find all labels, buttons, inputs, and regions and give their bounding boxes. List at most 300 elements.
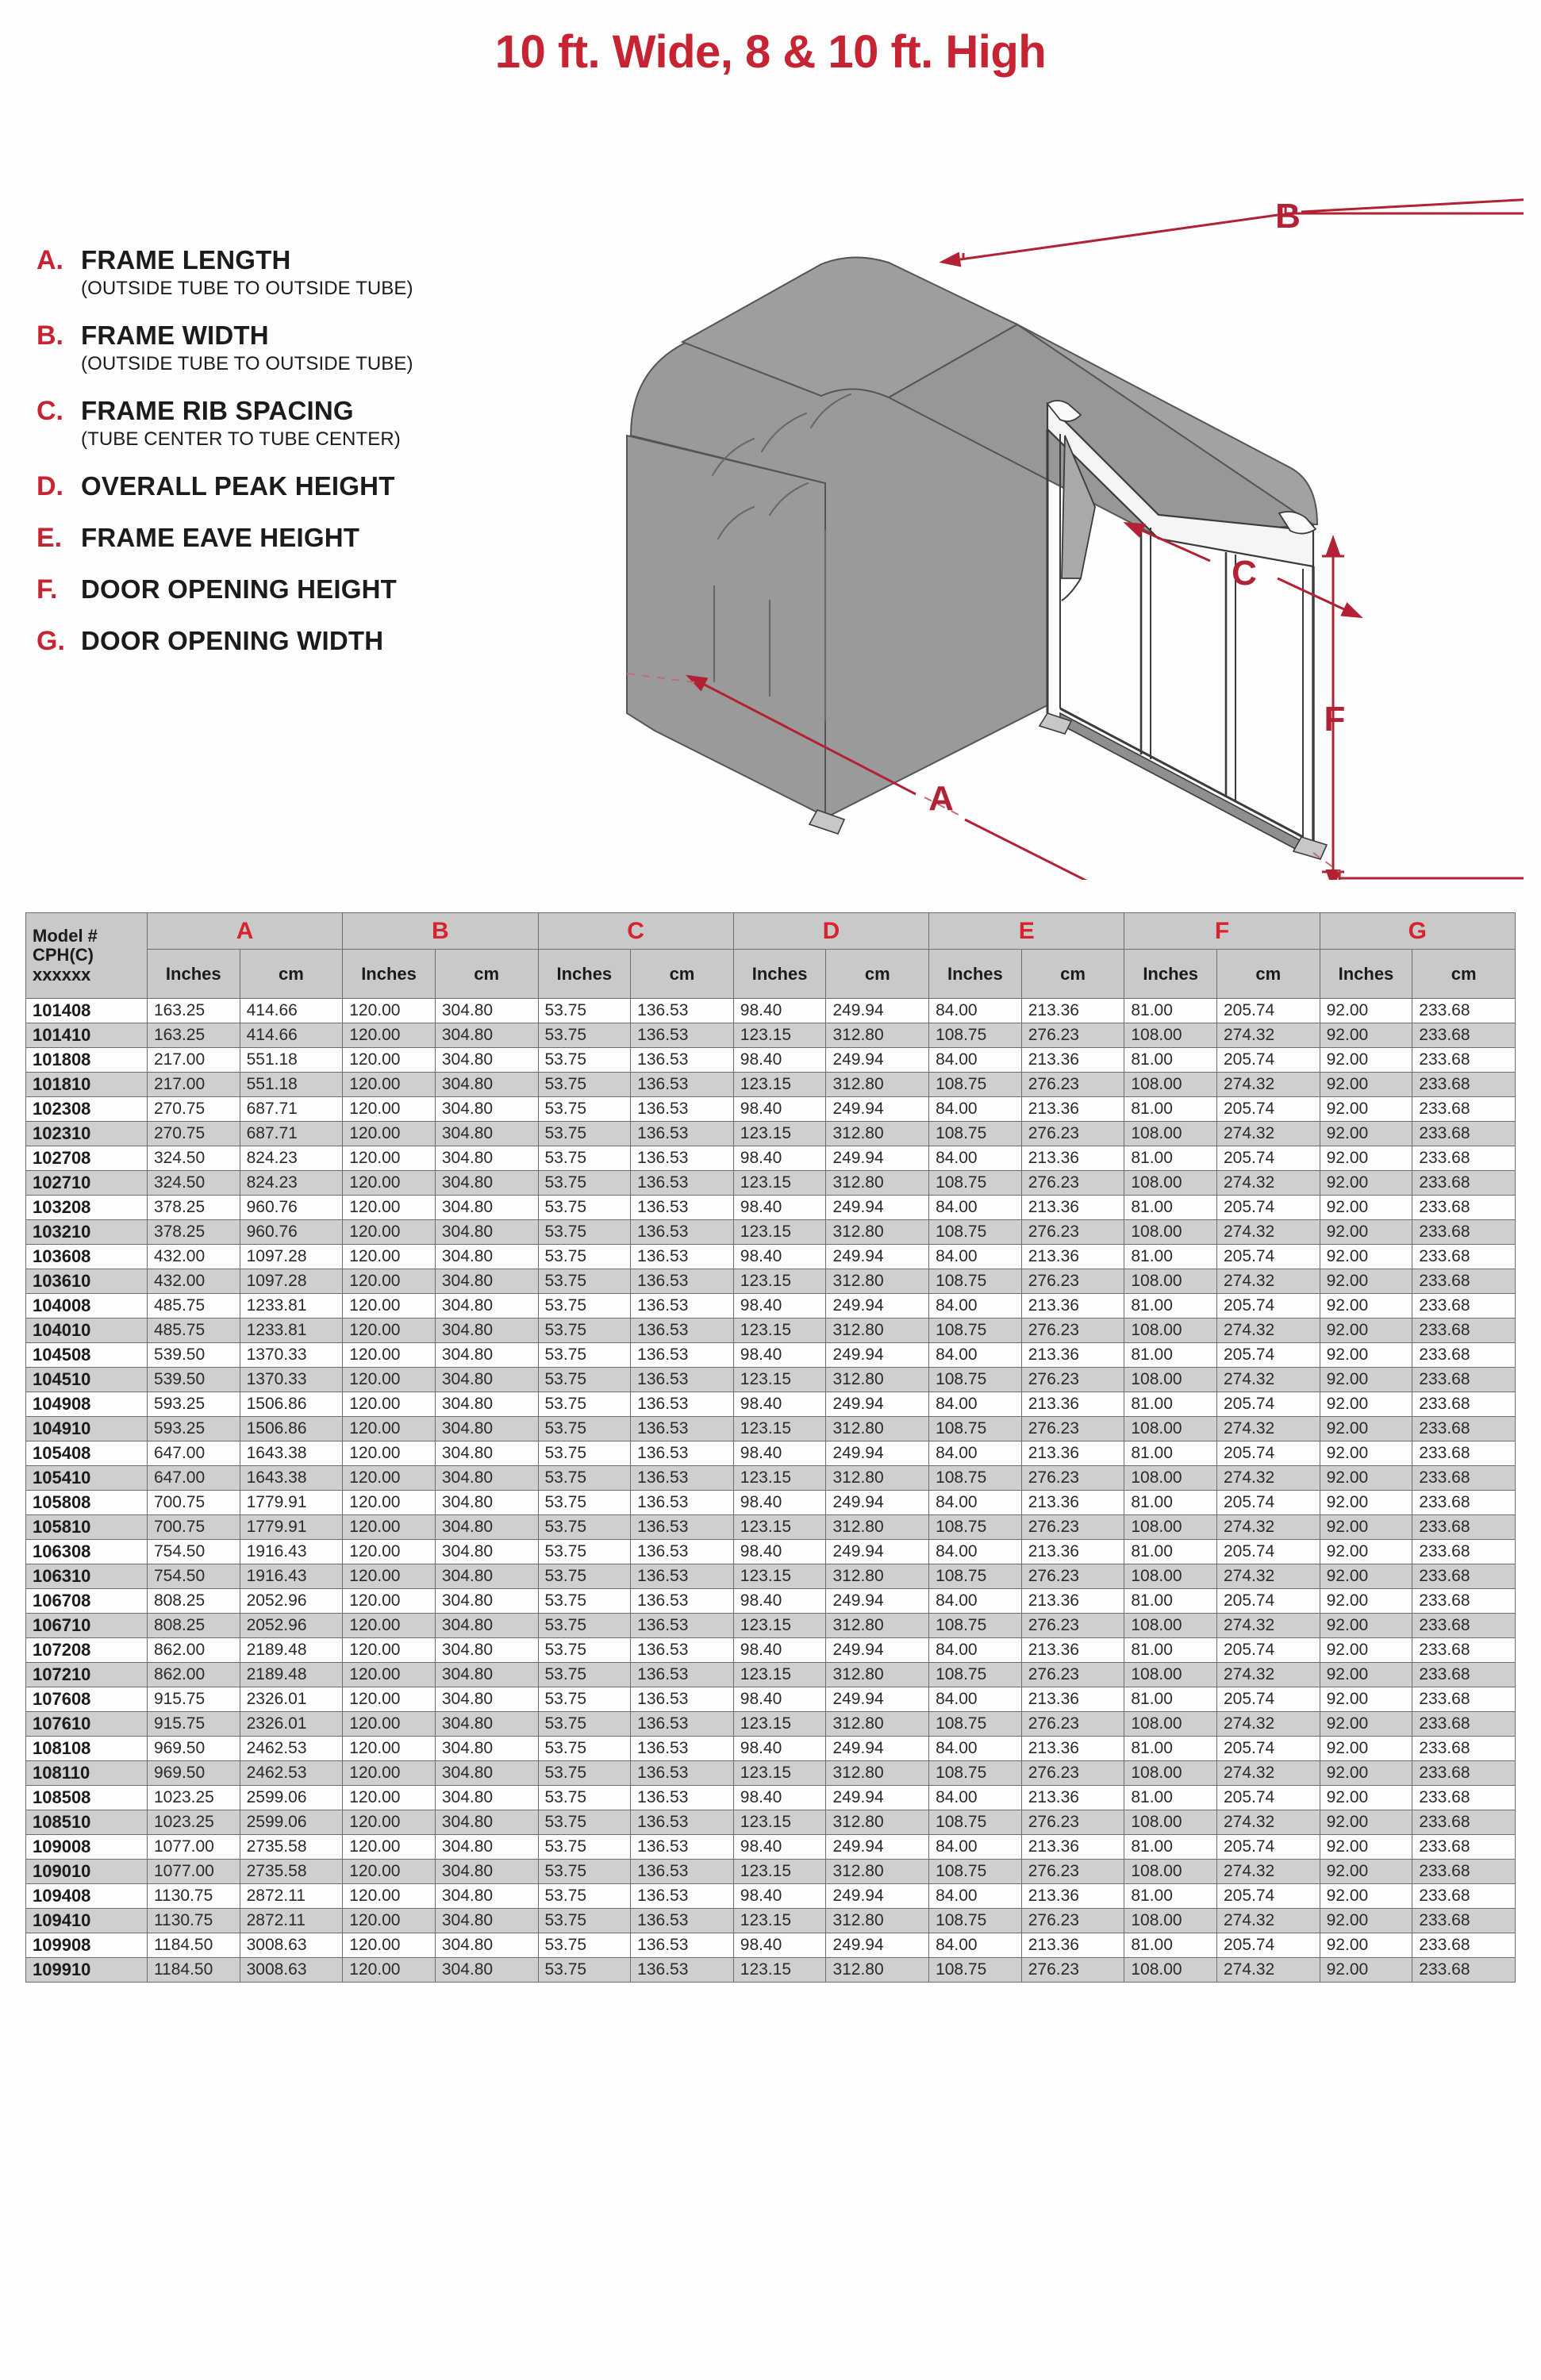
- measurement-cell: 123.15: [733, 1122, 826, 1146]
- measurement-cell: 120.00: [343, 1319, 436, 1343]
- table-row: [26, 1835, 1516, 1860]
- measurement-cell: 233.68: [1412, 1368, 1516, 1392]
- measurement-cell: 274.32: [1217, 1220, 1320, 1245]
- measurement-cell: 274.32: [1217, 1909, 1320, 1933]
- measurement-cell: 700.75: [147, 1491, 240, 1515]
- measurement-cell: 108.75: [929, 1122, 1022, 1146]
- measurement-cell: 84.00: [929, 1540, 1022, 1564]
- measurement-cell: 120.00: [343, 1958, 436, 1983]
- dimension-legend: [37, 245, 528, 678]
- measurement-cell: 98.40: [733, 1835, 826, 1860]
- model-number-cell: 101810: [26, 1073, 148, 1097]
- measurement-cell: 120.00: [343, 1220, 436, 1245]
- measurement-cell: 53.75: [538, 1884, 631, 1909]
- measurement-cell: 84.00: [929, 1589, 1022, 1614]
- model-number-cell: 102710: [26, 1171, 148, 1196]
- measurement-cell: 92.00: [1320, 1687, 1412, 1712]
- measurement-cell: 92.00: [1320, 1515, 1412, 1540]
- legend-label: DOOR OPENING WIDTH: [81, 626, 384, 655]
- measurement-cell: 136.53: [631, 1343, 734, 1368]
- measurement-cell: 414.66: [240, 999, 343, 1023]
- measurement-cell: 81.00: [1124, 1687, 1217, 1712]
- measurement-cell: 53.75: [538, 1343, 631, 1368]
- measurement-cell: 136.53: [631, 1441, 734, 1466]
- measurement-cell: 2872.11: [240, 1884, 343, 1909]
- measurement-cell: 136.53: [631, 1023, 734, 1048]
- measurement-cell: 136.53: [631, 1392, 734, 1417]
- measurement-cell: 136.53: [631, 1860, 734, 1884]
- table-row: [26, 1392, 1516, 1417]
- table-row: [26, 1023, 1516, 1048]
- measurement-cell: 213.36: [1021, 1294, 1124, 1319]
- measurement-cell: 270.75: [147, 1122, 240, 1146]
- table-row: [26, 999, 1516, 1023]
- measurement-cell: 92.00: [1320, 1097, 1412, 1122]
- measurement-cell: 108.00: [1124, 1761, 1217, 1786]
- model-number-cell: 102308: [26, 1097, 148, 1122]
- measurement-cell: 312.80: [826, 1122, 929, 1146]
- measurement-cell: 120.00: [343, 1196, 436, 1220]
- measurement-cell: 213.36: [1021, 1196, 1124, 1220]
- measurement-cell: 593.25: [147, 1417, 240, 1441]
- unit-header-d-cm: cm: [826, 950, 929, 999]
- measurement-cell: 98.40: [733, 1786, 826, 1810]
- measurement-cell: 53.75: [538, 1048, 631, 1073]
- measurement-cell: 98.40: [733, 1441, 826, 1466]
- measurement-cell: 276.23: [1021, 1958, 1124, 1983]
- measurement-cell: 98.40: [733, 1933, 826, 1958]
- measurement-cell: 233.68: [1412, 1663, 1516, 1687]
- measurement-cell: 84.00: [929, 1294, 1022, 1319]
- measurement-cell: 687.71: [240, 1122, 343, 1146]
- table-row: [26, 1368, 1516, 1392]
- legend-item-b: [37, 321, 528, 375]
- measurement-cell: 233.68: [1412, 1564, 1516, 1589]
- measurement-cell: 205.74: [1217, 1245, 1320, 1269]
- unit-header-b-cm: cm: [435, 950, 538, 999]
- measurement-cell: 304.80: [435, 1786, 538, 1810]
- specifications-table: [25, 912, 1516, 1983]
- model-number-cell: 103210: [26, 1220, 148, 1245]
- legend-label: FRAME RIB SPACING: [81, 396, 354, 425]
- group-header-f: F: [1124, 913, 1320, 950]
- measurement-cell: 98.40: [733, 1638, 826, 1663]
- measurement-cell: 136.53: [631, 1245, 734, 1269]
- model-number-cell: 101808: [26, 1048, 148, 1073]
- measurement-cell: 274.32: [1217, 1417, 1320, 1441]
- measurement-cell: 312.80: [826, 1171, 929, 1196]
- measurement-cell: 53.75: [538, 1933, 631, 1958]
- measurement-cell: 136.53: [631, 1712, 734, 1737]
- measurement-cell: 233.68: [1412, 1515, 1516, 1540]
- table-row: [26, 1097, 1516, 1122]
- measurement-cell: 217.00: [147, 1073, 240, 1097]
- measurement-cell: 108.00: [1124, 1171, 1217, 1196]
- measurement-cell: 84.00: [929, 1491, 1022, 1515]
- measurement-cell: 81.00: [1124, 1294, 1217, 1319]
- measurement-cell: 824.23: [240, 1146, 343, 1171]
- measurement-cell: 1077.00: [147, 1835, 240, 1860]
- measurement-cell: 2189.48: [240, 1638, 343, 1663]
- measurement-cell: 53.75: [538, 1540, 631, 1564]
- measurement-cell: 2599.06: [240, 1810, 343, 1835]
- measurement-cell: 1184.50: [147, 1933, 240, 1958]
- measurement-cell: 92.00: [1320, 1540, 1412, 1564]
- shelter-diagram: [492, 166, 1524, 880]
- legend-label: OVERALL PEAK HEIGHT: [81, 471, 395, 501]
- measurement-cell: 1097.28: [240, 1245, 343, 1269]
- table-row: [26, 1196, 1516, 1220]
- measurement-cell: 98.40: [733, 1540, 826, 1564]
- measurement-cell: 1643.38: [240, 1466, 343, 1491]
- measurement-cell: 120.00: [343, 1417, 436, 1441]
- measurement-cell: 108.00: [1124, 1269, 1217, 1294]
- measurement-cell: 378.25: [147, 1220, 240, 1245]
- measurement-cell: 123.15: [733, 1319, 826, 1343]
- measurement-cell: 2326.01: [240, 1687, 343, 1712]
- measurement-cell: 92.00: [1320, 1392, 1412, 1417]
- table-row: [26, 1294, 1516, 1319]
- measurement-cell: 84.00: [929, 1687, 1022, 1712]
- measurement-cell: 862.00: [147, 1663, 240, 1687]
- measurement-cell: 81.00: [1124, 1737, 1217, 1761]
- measurement-cell: 233.68: [1412, 1540, 1516, 1564]
- table-row: [26, 1146, 1516, 1171]
- measurement-cell: 485.75: [147, 1319, 240, 1343]
- table-row: [26, 1860, 1516, 1884]
- measurement-cell: 92.00: [1320, 1146, 1412, 1171]
- measurement-cell: 123.15: [733, 1023, 826, 1048]
- measurement-cell: 213.36: [1021, 1933, 1124, 1958]
- measurement-cell: 136.53: [631, 1958, 734, 1983]
- measurement-cell: 304.80: [435, 1491, 538, 1515]
- measurement-cell: 2462.53: [240, 1761, 343, 1786]
- measurement-cell: 233.68: [1412, 1097, 1516, 1122]
- measurement-cell: 213.36: [1021, 1687, 1124, 1712]
- model-number-cell: 107208: [26, 1638, 148, 1663]
- measurement-cell: 3008.63: [240, 1933, 343, 1958]
- measurement-cell: 304.80: [435, 1638, 538, 1663]
- measurement-cell: 108.75: [929, 1417, 1022, 1441]
- measurement-cell: 233.68: [1412, 1343, 1516, 1368]
- measurement-cell: 274.32: [1217, 1712, 1320, 1737]
- table-row: [26, 1786, 1516, 1810]
- measurement-cell: 304.80: [435, 1909, 538, 1933]
- measurement-cell: 92.00: [1320, 1417, 1412, 1441]
- model-number-cell: 109910: [26, 1958, 148, 1983]
- measurement-cell: 120.00: [343, 1023, 436, 1048]
- measurement-cell: 249.94: [826, 1589, 929, 1614]
- measurement-cell: 233.68: [1412, 1958, 1516, 1983]
- diagram-section: [0, 79, 1541, 880]
- measurement-cell: 108.00: [1124, 1860, 1217, 1884]
- measurement-cell: 205.74: [1217, 1392, 1320, 1417]
- measurement-cell: 136.53: [631, 1048, 734, 1073]
- measurement-cell: 123.15: [733, 1466, 826, 1491]
- measurement-cell: 81.00: [1124, 1097, 1217, 1122]
- measurement-cell: 304.80: [435, 1540, 538, 1564]
- table-row: [26, 1048, 1516, 1073]
- measurement-cell: 123.15: [733, 1860, 826, 1884]
- measurement-cell: 274.32: [1217, 1368, 1320, 1392]
- measurement-cell: 53.75: [538, 1073, 631, 1097]
- measurement-cell: 1184.50: [147, 1958, 240, 1983]
- measurement-cell: 136.53: [631, 1638, 734, 1663]
- measurement-cell: 108.75: [929, 1810, 1022, 1835]
- measurement-cell: 120.00: [343, 1343, 436, 1368]
- model-number-cell: 102310: [26, 1122, 148, 1146]
- measurement-cell: 120.00: [343, 1491, 436, 1515]
- table-row: [26, 1540, 1516, 1564]
- table-row: [26, 1761, 1516, 1786]
- measurement-cell: 81.00: [1124, 1491, 1217, 1515]
- measurement-cell: 233.68: [1412, 1146, 1516, 1171]
- legend-item-g: [37, 626, 528, 657]
- measurement-cell: 274.32: [1217, 1614, 1320, 1638]
- measurement-cell: 969.50: [147, 1761, 240, 1786]
- measurement-cell: 233.68: [1412, 1835, 1516, 1860]
- measurement-cell: 136.53: [631, 1933, 734, 1958]
- measurement-cell: 2326.01: [240, 1712, 343, 1737]
- measurement-cell: 205.74: [1217, 1441, 1320, 1466]
- measurement-cell: 213.36: [1021, 1441, 1124, 1466]
- measurement-cell: 213.36: [1021, 1491, 1124, 1515]
- measurement-cell: 53.75: [538, 1023, 631, 1048]
- measurement-cell: 312.80: [826, 1515, 929, 1540]
- measurement-cell: 108.75: [929, 1368, 1022, 1392]
- model-number-cell: 103208: [26, 1196, 148, 1220]
- measurement-cell: 92.00: [1320, 1023, 1412, 1048]
- table-row: [26, 1638, 1516, 1663]
- measurement-cell: 249.94: [826, 1048, 929, 1073]
- measurement-cell: 312.80: [826, 1417, 929, 1441]
- measurement-cell: 249.94: [826, 1933, 929, 1958]
- model-number-cell: 101408: [26, 999, 148, 1023]
- legend-item-a: [37, 245, 528, 300]
- measurement-cell: 276.23: [1021, 1269, 1124, 1294]
- measurement-cell: 123.15: [733, 1171, 826, 1196]
- measurement-cell: 120.00: [343, 1368, 436, 1392]
- measurement-cell: 53.75: [538, 1122, 631, 1146]
- measurement-cell: 312.80: [826, 1810, 929, 1835]
- measurement-cell: 1779.91: [240, 1491, 343, 1515]
- measurement-cell: 276.23: [1021, 1023, 1124, 1048]
- measurement-cell: 324.50: [147, 1146, 240, 1171]
- measurement-cell: 233.68: [1412, 1884, 1516, 1909]
- measurement-cell: 163.25: [147, 999, 240, 1023]
- table-row: [26, 1491, 1516, 1515]
- model-number-cell: 108508: [26, 1786, 148, 1810]
- measurement-cell: 92.00: [1320, 1319, 1412, 1343]
- unit-header-c-inches: Inches: [538, 950, 631, 999]
- measurement-cell: 120.00: [343, 1589, 436, 1614]
- measurement-cell: 53.75: [538, 1491, 631, 1515]
- legend-label: FRAME WIDTH: [81, 321, 269, 350]
- measurement-cell: 123.15: [733, 1073, 826, 1097]
- measurement-cell: 136.53: [631, 1761, 734, 1786]
- measurement-cell: 123.15: [733, 1663, 826, 1687]
- measurement-cell: 53.75: [538, 1245, 631, 1269]
- legend-letter: C.: [37, 396, 63, 426]
- table-row: [26, 1884, 1516, 1909]
- measurement-cell: 120.00: [343, 1687, 436, 1712]
- measurement-cell: 249.94: [826, 1737, 929, 1761]
- measurement-cell: 304.80: [435, 1343, 538, 1368]
- measurement-cell: 312.80: [826, 1220, 929, 1245]
- measurement-cell: 233.68: [1412, 1023, 1516, 1048]
- measurement-cell: 98.40: [733, 1687, 826, 1712]
- measurement-cell: 233.68: [1412, 1441, 1516, 1466]
- legend-letter: G.: [37, 626, 65, 656]
- measurement-cell: 276.23: [1021, 1220, 1124, 1245]
- measurement-cell: 84.00: [929, 1835, 1022, 1860]
- measurement-cell: 205.74: [1217, 1097, 1320, 1122]
- measurement-cell: 249.94: [826, 1146, 929, 1171]
- measurement-cell: 123.15: [733, 1564, 826, 1589]
- measurement-cell: 414.66: [240, 1023, 343, 1048]
- model-number-cell: 103608: [26, 1245, 148, 1269]
- measurement-cell: 92.00: [1320, 1441, 1412, 1466]
- table-body: [26, 999, 1516, 1983]
- measurement-cell: 249.94: [826, 1441, 929, 1466]
- measurement-cell: 1130.75: [147, 1909, 240, 1933]
- measurement-cell: 233.68: [1412, 1122, 1516, 1146]
- measurement-cell: 276.23: [1021, 1909, 1124, 1933]
- measurement-cell: 249.94: [826, 1196, 929, 1220]
- measurement-cell: 2599.06: [240, 1786, 343, 1810]
- table-row: [26, 1564, 1516, 1589]
- measurement-cell: 108.75: [929, 1663, 1022, 1687]
- measurement-cell: 98.40: [733, 1097, 826, 1122]
- measurement-cell: 233.68: [1412, 999, 1516, 1023]
- measurement-cell: 136.53: [631, 1835, 734, 1860]
- measurement-cell: 98.40: [733, 999, 826, 1023]
- unit-header-f-cm: cm: [1217, 950, 1320, 999]
- measurement-cell: 304.80: [435, 1269, 538, 1294]
- measurement-cell: 108.75: [929, 1220, 1022, 1245]
- measurement-cell: 969.50: [147, 1737, 240, 1761]
- measurement-cell: 120.00: [343, 1441, 436, 1466]
- measurement-cell: 123.15: [733, 1515, 826, 1540]
- measurement-cell: 53.75: [538, 1220, 631, 1245]
- measurement-cell: 136.53: [631, 1540, 734, 1564]
- measurement-cell: 233.68: [1412, 1294, 1516, 1319]
- measurement-cell: 120.00: [343, 1761, 436, 1786]
- measurement-cell: 84.00: [929, 1737, 1022, 1761]
- measurement-cell: 120.00: [343, 1614, 436, 1638]
- model-number-cell: 108110: [26, 1761, 148, 1786]
- measurement-cell: 108.00: [1124, 1220, 1217, 1245]
- measurement-cell: 312.80: [826, 1712, 929, 1737]
- measurement-cell: 136.53: [631, 1220, 734, 1245]
- measurement-cell: 1506.86: [240, 1417, 343, 1441]
- measurement-cell: 92.00: [1320, 1737, 1412, 1761]
- measurement-cell: 276.23: [1021, 1417, 1124, 1441]
- measurement-cell: 276.23: [1021, 1663, 1124, 1687]
- measurement-cell: 233.68: [1412, 1245, 1516, 1269]
- measurement-cell: 551.18: [240, 1048, 343, 1073]
- measurement-cell: 2462.53: [240, 1737, 343, 1761]
- measurement-cell: 81.00: [1124, 1835, 1217, 1860]
- measurement-cell: 92.00: [1320, 1761, 1412, 1786]
- measurement-cell: 108.00: [1124, 1810, 1217, 1835]
- measurement-cell: 304.80: [435, 1245, 538, 1269]
- measurement-cell: 81.00: [1124, 1786, 1217, 1810]
- measurement-cell: 274.32: [1217, 1466, 1320, 1491]
- measurement-cell: 213.36: [1021, 1786, 1124, 1810]
- measurement-cell: 98.40: [733, 1294, 826, 1319]
- measurement-cell: 276.23: [1021, 1712, 1124, 1737]
- model-number-cell: 106710: [26, 1614, 148, 1638]
- measurement-cell: 304.80: [435, 1319, 538, 1343]
- measurement-cell: 312.80: [826, 1663, 929, 1687]
- measurement-cell: 276.23: [1021, 1860, 1124, 1884]
- measurement-cell: 81.00: [1124, 999, 1217, 1023]
- measurement-cell: 81.00: [1124, 1048, 1217, 1073]
- measurement-cell: 136.53: [631, 1122, 734, 1146]
- measurement-cell: 213.36: [1021, 1835, 1124, 1860]
- measurement-cell: 270.75: [147, 1097, 240, 1122]
- measurement-cell: 136.53: [631, 1909, 734, 1933]
- measurement-cell: 53.75: [538, 1958, 631, 1983]
- measurement-cell: 81.00: [1124, 1540, 1217, 1564]
- measurement-cell: 593.25: [147, 1392, 240, 1417]
- measurement-cell: 53.75: [538, 1614, 631, 1638]
- measurement-cell: 92.00: [1320, 1073, 1412, 1097]
- measurement-cell: 84.00: [929, 1933, 1022, 1958]
- measurement-cell: 108.75: [929, 1761, 1022, 1786]
- measurement-cell: 84.00: [929, 1048, 1022, 1073]
- measurement-cell: 98.40: [733, 1146, 826, 1171]
- measurement-cell: 551.18: [240, 1073, 343, 1097]
- measurement-cell: 274.32: [1217, 1073, 1320, 1097]
- model-number-header: [26, 913, 148, 999]
- measurement-cell: 808.25: [147, 1614, 240, 1638]
- measurement-cell: 108.75: [929, 1466, 1022, 1491]
- measurement-cell: 136.53: [631, 1146, 734, 1171]
- measurement-cell: 108.75: [929, 1319, 1022, 1343]
- measurement-cell: 205.74: [1217, 1589, 1320, 1614]
- measurement-cell: 274.32: [1217, 1761, 1320, 1786]
- model-number-cell: 105808: [26, 1491, 148, 1515]
- measurement-cell: 205.74: [1217, 1540, 1320, 1564]
- table-unit-header-row: [26, 950, 1516, 999]
- measurement-cell: 108.00: [1124, 1122, 1217, 1146]
- measurement-cell: 92.00: [1320, 1269, 1412, 1294]
- measurement-cell: 108.00: [1124, 1564, 1217, 1589]
- measurement-cell: 233.68: [1412, 1392, 1516, 1417]
- measurement-cell: 233.68: [1412, 1933, 1516, 1958]
- measurement-cell: 233.68: [1412, 1220, 1516, 1245]
- measurement-cell: 120.00: [343, 1294, 436, 1319]
- measurement-cell: 754.50: [147, 1564, 240, 1589]
- callout-c: C: [1232, 554, 1257, 593]
- group-header-c: C: [538, 913, 733, 950]
- measurement-cell: 312.80: [826, 1466, 929, 1491]
- unit-header-a-cm: cm: [240, 950, 343, 999]
- measurement-cell: 84.00: [929, 1392, 1022, 1417]
- specifications-table-wrap: [25, 912, 1516, 1983]
- measurement-cell: 120.00: [343, 1392, 436, 1417]
- measurement-cell: 862.00: [147, 1638, 240, 1663]
- measurement-cell: 304.80: [435, 1441, 538, 1466]
- measurement-cell: 213.36: [1021, 1048, 1124, 1073]
- measurement-cell: 304.80: [435, 1663, 538, 1687]
- measurement-cell: 108.75: [929, 1712, 1022, 1737]
- measurement-cell: 233.68: [1412, 1491, 1516, 1515]
- measurement-cell: 1097.28: [240, 1269, 343, 1294]
- measurement-cell: 98.40: [733, 1343, 826, 1368]
